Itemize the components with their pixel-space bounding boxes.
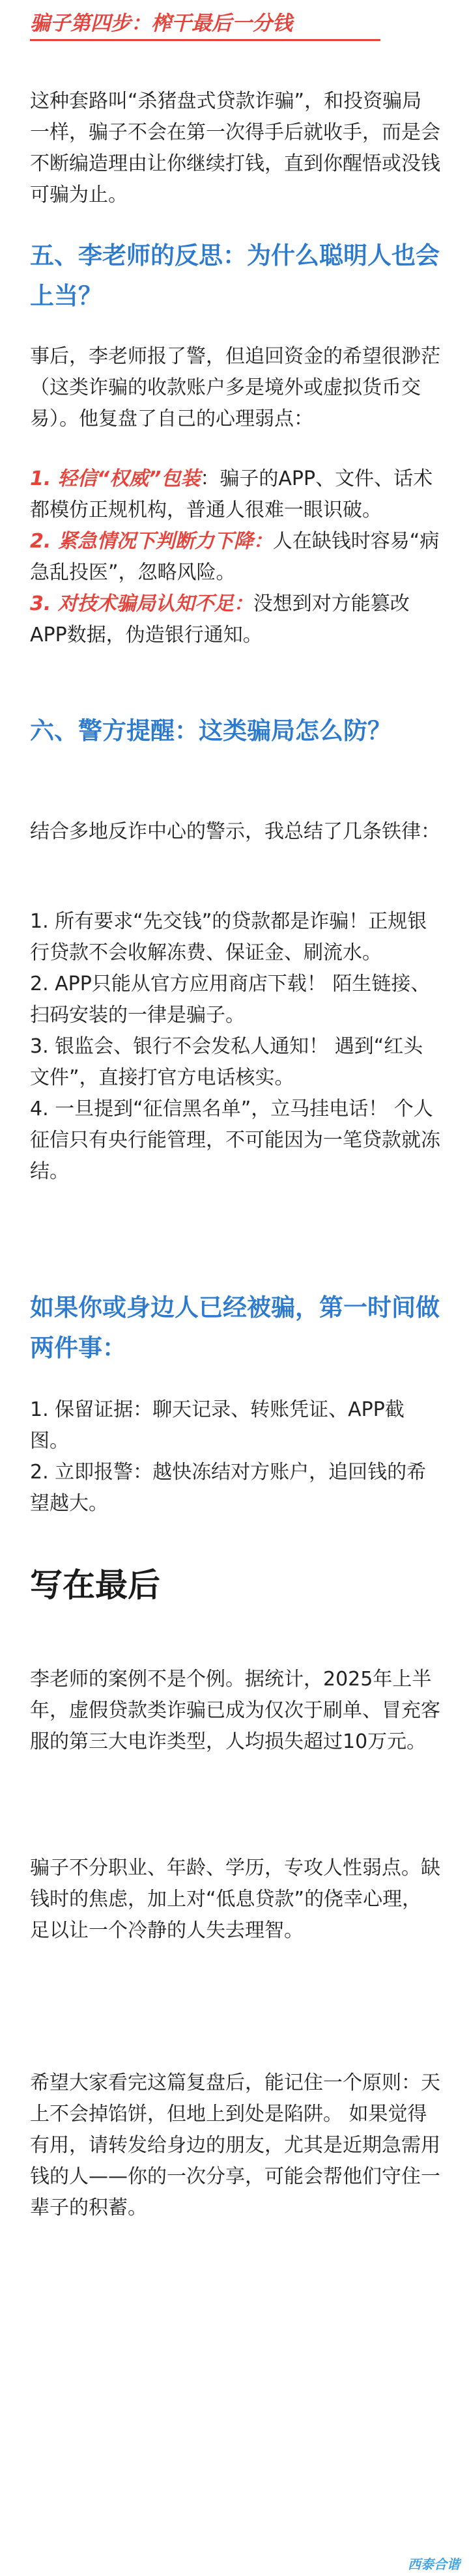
point-2-label: 2. 紧急情况下判断力下降： [30, 530, 273, 553]
point-3-text: 没想到对方能篡改APP数据，伪造银行通知。 [30, 592, 410, 646]
ending-heading: 写在最后 [30, 1566, 160, 1604]
ending-paragraph-3 [30, 2068, 440, 2224]
section6-intro [30, 816, 440, 848]
victim-step-1: 1. 保留证据：聊天记录、转账凭证、APP截图。 [30, 1398, 405, 1452]
ending-paragraph-2-text: 骗子不分职业、年龄、学历，专攻人性弱点。缺钱时的焦虑，加上对“低息贷款”的侥幸心理，足以让一个冷静的人失去理智。 [30, 1857, 440, 1942]
point-1-text: ：骗子的APP、文件、话术都模仿正规机构，普通人很难一眼识破。 [30, 467, 433, 521]
point-1-label: 1. 轻信“权威”包装 [30, 467, 201, 490]
point-1 [30, 464, 440, 526]
step4-title-text: 骗子第四步：榨干最后一分钱 [30, 12, 292, 35]
point-3-label: 3. 对技术骗局认知不足： [30, 592, 253, 615]
ending-paragraph-1-text: 李老师的案例不是个例。据统计，2025年上半年，虚假贷款类诈骗已成为仅次于刷单、冒充客服的第三大电诈类型，人均损失超过10万元。 [30, 1668, 440, 1753]
victim-section [30, 1288, 440, 1368]
watermark-logo: 西泰合谐 [408, 2556, 460, 2572]
section5-heading: 五、李老师的反思：为什么聪明人也会上当？ [30, 242, 440, 310]
section6-intro-text: 结合多地反诈中心的警示，我总结了几条铁律： [30, 820, 440, 843]
section6-heading: 六、警方提醒：这类骗局怎么防？ [30, 717, 391, 745]
ending-paragraph-1 [30, 1664, 440, 1758]
section5-intro-text: 事后，李老师报了警，但追回资金的希望很渺茫（这类诈骗的收款账户多是境外或虚拟货币交易）。他复盘了自己的心理弱点： [30, 345, 440, 430]
point-3 [30, 589, 440, 651]
step4-paragraph-text: 这种套路叫“杀猪盘式贷款诈骗”，和投资骗局一样，骗子不会在第一次得手后就收手，而是会不断编造理由让你继续打钱，直到你醒悟或没钱可骗为止。 [30, 90, 440, 206]
section5 [30, 236, 440, 316]
section6 [30, 711, 440, 751]
victim-step-2: 2. 立即报警：越快冻结对方账户，追回钱的希望越大。 [30, 1461, 427, 1515]
step4-title [30, 9, 440, 38]
victim-steps [30, 1394, 440, 1519]
ending-paragraph-2 [30, 1853, 440, 1946]
section5-intro [30, 341, 440, 435]
point-2 [30, 526, 440, 589]
rule-4: 4. 一旦提到“征信黑名单”，立马挂电话！ 个人征信只有央行能管理，不可能因为一笔贷款就冻结。 [30, 1098, 440, 1183]
ending-section [30, 1564, 440, 1607]
point-2-text: 人在缺钱时容易“病急乱投医”，忽略风险。 [30, 530, 440, 584]
section5-points [30, 464, 440, 651]
rule-2: 2. APP只能从官方应用商店下载！ 陌生链接、扫码安装的一律是骗子。 [30, 973, 431, 1027]
rule-1: 1. 所有要求“先交钱”的贷款都是诈骗！正规银行贷款不会收解冻费、保证金、刷流水。 [30, 910, 427, 964]
ending-paragraph-3-text: 希望大家看完这篇复盘后，能记住一个原则：天上不会掉馅饼，但地上到处是陷阱。 如果觉得有用，请转发给身边的朋友，尤其是近期急需用钱的人——你的一次分享，可能会帮他们守住一辈子的积蓄。 [30, 2071, 440, 2219]
title-underline [30, 39, 380, 41]
rule-3: 3. 银监会、银行不会发私人通知！ 遇到“红头文件”，直接打官方电话核实。 [30, 1035, 423, 1089]
step4-paragraph [30, 86, 440, 211]
victim-heading: 如果你或身边人已经被骗，第一时间做两件事： [30, 1294, 440, 1362]
section6-rules [30, 906, 440, 1187]
